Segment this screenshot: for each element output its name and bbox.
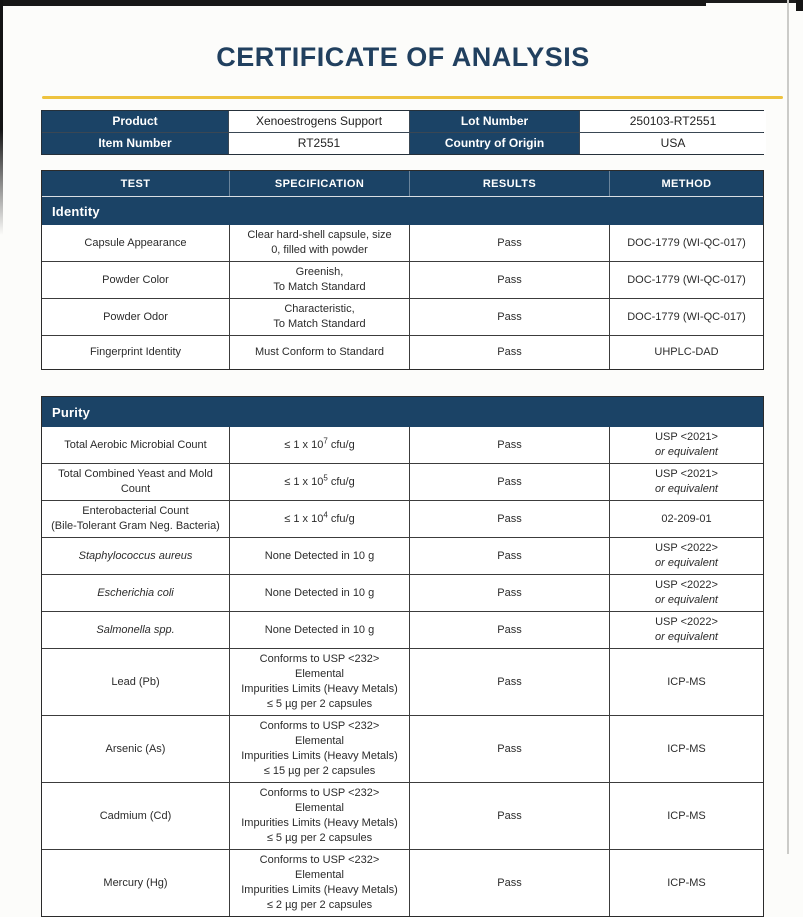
table-row bbox=[42, 575, 763, 612]
title-divider bbox=[42, 96, 783, 99]
test-cell: Fingerprint Identity bbox=[42, 336, 230, 369]
column-header-test: TEST bbox=[42, 171, 230, 196]
spec-cell: Clear hard-shell capsule, size 0, filled with powder bbox=[230, 225, 410, 261]
result-cell: Pass bbox=[410, 538, 610, 574]
spec-cell: Greenish, To Match Standard bbox=[230, 262, 410, 298]
result-cell: Pass bbox=[410, 501, 610, 537]
purity-table-body bbox=[42, 427, 763, 916]
method-cell: USP <2021> or equivalent bbox=[655, 431, 718, 458]
test-cell: Salmonella spp. bbox=[42, 612, 230, 648]
method-cell: DOC-1779 (WI-QC-017) bbox=[627, 310, 746, 323]
table-row bbox=[42, 501, 763, 538]
table-row bbox=[42, 225, 763, 262]
section-banner-identity: Identity bbox=[42, 197, 763, 225]
test-cell: Capsule Appearance bbox=[42, 225, 230, 261]
spec-cell: Conforms to USP <232> Elemental Impurities Limits (Heavy Metals) ≤ 5 µg per 2 capsules bbox=[230, 783, 410, 849]
result-cell: Pass bbox=[410, 649, 610, 715]
page-title: CERTIFICATE OF ANALYSIS bbox=[216, 42, 590, 72]
spec-cell: ≤ 1 x $10^5$ cfu/g bbox=[230, 464, 410, 500]
table-row bbox=[42, 612, 763, 649]
spec-cell: Conforms to USP <232> Elemental Impurities Limits (Heavy Metals) ≤ 15 µg per 2 capsules bbox=[230, 716, 410, 782]
table-row bbox=[42, 336, 763, 369]
scan-artifact-top-bar bbox=[0, 0, 706, 6]
table-header-row bbox=[42, 171, 763, 197]
table-row bbox=[42, 464, 763, 501]
table-row bbox=[42, 427, 763, 464]
method-cell: USP <2022> or equivalent bbox=[655, 616, 718, 643]
method-cell: USP <2022> or equivalent bbox=[655, 542, 718, 569]
spec-cell: None Detected in 10 g bbox=[230, 538, 410, 574]
result-cell: Pass bbox=[410, 850, 610, 916]
identity-table bbox=[41, 170, 764, 370]
result-cell: Pass bbox=[410, 299, 610, 335]
table-row bbox=[42, 850, 763, 916]
method-cell: UHPLC-DAD bbox=[654, 346, 719, 358]
test-cell: Total Combined Yeast and Mold Count bbox=[42, 464, 230, 500]
table-row bbox=[42, 783, 763, 850]
result-cell: Pass bbox=[410, 783, 610, 849]
scan-artifact-right-line bbox=[787, 0, 789, 854]
test-cell: Enterobacterial Count (Bile-Tolerant Gram Neg. Bacteria) bbox=[42, 501, 230, 537]
lot-number-label: Lot Number bbox=[410, 111, 579, 132]
section-banner-purity: Purity bbox=[42, 397, 763, 427]
lot-number-value: 250103-RT2551 bbox=[580, 111, 766, 132]
scan-artifact-left-edge bbox=[0, 0, 3, 235]
method-cell: ICP-MS bbox=[667, 742, 706, 755]
method-cell: DOC-1779 (WI-QC-017) bbox=[627, 273, 746, 286]
spec-cell: Conforms to USP <232> Elemental Impurities Limits (Heavy Metals) ≤ 5 µg per 2 capsules bbox=[230, 649, 410, 715]
table-row bbox=[42, 299, 763, 336]
spec-cell: Characteristic, To Match Standard bbox=[230, 299, 410, 335]
method-cell: ICP-MS bbox=[667, 876, 706, 889]
result-cell: Pass bbox=[410, 225, 610, 261]
result-cell: Pass bbox=[410, 575, 610, 611]
purity-table bbox=[41, 396, 764, 917]
test-cell: Total Aerobic Microbial Count bbox=[42, 427, 230, 463]
column-header-results: RESULTS bbox=[410, 171, 610, 196]
test-cell: Staphylococcus aureus bbox=[42, 538, 230, 574]
test-cell: Lead (Pb) bbox=[42, 649, 230, 715]
item-number-value: RT2551 bbox=[229, 133, 409, 154]
test-cell: Mercury (Hg) bbox=[42, 850, 230, 916]
spec-cell: None Detected in 10 g bbox=[230, 612, 410, 648]
spec-cell: Must Conform to Standard bbox=[230, 336, 410, 369]
result-cell: Pass bbox=[410, 427, 610, 463]
identity-table-body bbox=[42, 225, 763, 369]
spec-cell: Conforms to USP <232> Elemental Impurities Limits (Heavy Metals) ≤ 2 µg per 2 capsules bbox=[230, 850, 410, 916]
country-of-origin-value: USA bbox=[580, 133, 766, 154]
test-cell: Escherichia coli bbox=[42, 575, 230, 611]
country-of-origin-label: Country of Origin bbox=[410, 133, 579, 154]
product-value: Xenoestrogens Support bbox=[229, 111, 409, 132]
table-row bbox=[42, 538, 763, 575]
method-cell: DOC-1779 (WI-QC-017) bbox=[627, 236, 746, 249]
scan-artifact-corner-mark bbox=[796, 0, 803, 11]
product-label: Product bbox=[42, 111, 228, 132]
item-number-label: Item Number bbox=[42, 133, 228, 154]
column-header-method: METHOD bbox=[661, 177, 712, 190]
method-cell: USP <2021> or equivalent bbox=[655, 468, 718, 495]
method-cell: ICP-MS bbox=[667, 809, 706, 822]
table-row bbox=[42, 649, 763, 716]
spec-cell: None Detected in 10 g bbox=[230, 575, 410, 611]
result-cell: Pass bbox=[410, 464, 610, 500]
result-cell: Pass bbox=[410, 336, 610, 369]
method-cell: 02-209-01 bbox=[661, 512, 712, 525]
table-row bbox=[42, 716, 763, 783]
test-cell: Cadmium (Cd) bbox=[42, 783, 230, 849]
method-cell: ICP-MS bbox=[667, 675, 706, 688]
method-cell: USP <2022> or equivalent bbox=[655, 579, 718, 606]
test-cell: Powder Color bbox=[42, 262, 230, 298]
result-cell: Pass bbox=[410, 716, 610, 782]
result-cell: Pass bbox=[410, 612, 610, 648]
product-info-table bbox=[41, 110, 764, 155]
column-header-specification: SPECIFICATION bbox=[230, 171, 410, 196]
result-cell: Pass bbox=[410, 262, 610, 298]
table-row bbox=[42, 262, 763, 299]
spec-cell: ≤ 1 x $10^4$ cfu/g bbox=[230, 501, 410, 537]
test-cell: Arsenic (As) bbox=[42, 716, 230, 782]
spec-cell: ≤ 1 x $10^7$ cfu/g bbox=[230, 427, 410, 463]
test-cell: Powder Odor bbox=[42, 299, 230, 335]
